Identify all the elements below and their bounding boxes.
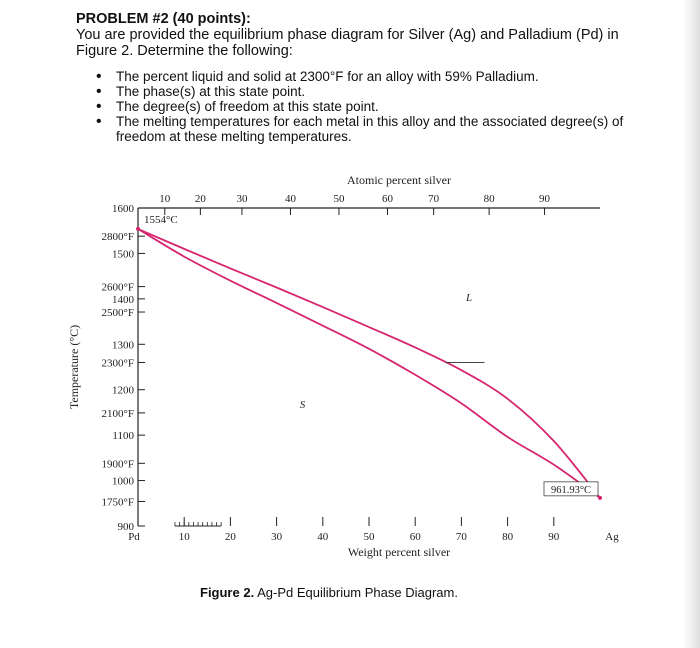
x2-tick-label: 20 [194, 193, 206, 205]
question-item: • The melting temperatures for each metal in this alloy and the associated degree(s) of freedom at these melting temperatures. [116, 114, 656, 144]
y-tick-label-c: 1100 [112, 430, 134, 443]
x-tick-label: 30 [271, 531, 283, 543]
problem-title: PROBLEM #2 (40 points): [76, 11, 251, 27]
y-axis-label: Temperature (°C) [67, 324, 81, 410]
x2-tick-label: 60 [381, 193, 393, 205]
solid-region-label: S [299, 398, 306, 411]
solidus-curve [138, 229, 600, 498]
y-tick-label-f: 2500°F [101, 307, 134, 320]
x-tick-label: 90 [548, 531, 560, 543]
x-end-label-ag: Ag [605, 531, 619, 543]
liquid-region-label: L [466, 292, 473, 305]
y-tick-label-c: 900 [117, 521, 134, 533]
x-end-label-pd: Pd [128, 531, 140, 543]
x2-axis-label: Atomic percent silver [347, 173, 451, 187]
y-tick-label-f: 2600°F [101, 281, 134, 294]
y-tick-label-c: 1400 [112, 293, 134, 306]
y-tick-label-c: 1300 [112, 339, 134, 352]
x-tick-label: 60 [409, 531, 421, 543]
melting-point-ag-label: 961.93°C [550, 484, 592, 496]
x-tick-label: 80 [502, 531, 514, 543]
pd-melting-point [136, 227, 140, 231]
y-tick-label-f: 1750°F [101, 496, 134, 509]
melting-point-pd-label: 1554°C [144, 213, 178, 226]
problem-statement [76, 11, 656, 144]
x2-tick-label: 10 [159, 193, 171, 205]
x2-tick-label: 30 [236, 193, 248, 205]
x2-tick-label: 90 [539, 193, 551, 205]
figure-label: Figure 2. [200, 585, 255, 600]
x2-tick-label: 50 [333, 193, 345, 205]
x-tick-label: 20 [224, 531, 236, 543]
y-tick-label-c: 1500 [112, 248, 134, 261]
figure-caption [200, 585, 458, 600]
question-item: • The degree(s) of freedom at this state point. [116, 99, 656, 114]
problem-intro: You are provided the equilibrium phase diagram for Silver (Ag) and Palladium (Pd) in Figure 2. Determine the following: [76, 27, 619, 59]
question-list [76, 69, 656, 144]
y-tick-label-f: 1900°F [101, 458, 134, 471]
x2-tick-label: 80 [483, 193, 495, 205]
phase-diagram [60, 160, 620, 580]
y-tick-label-f: 2300°F [101, 357, 134, 370]
x-axis-label: Weight percent silver [347, 545, 451, 559]
y-tick-label-f: 2100°F [101, 407, 134, 420]
question-item: • The percent liquid and solid at 2300°F for an alloy with 59% Palladium. [116, 69, 656, 84]
page-edge-shadow [682, 0, 700, 648]
y-tick-label-c: 1200 [112, 384, 134, 397]
ag-melting-point [598, 496, 602, 500]
x2-tick-label: 40 [284, 193, 296, 205]
x-tick-label: 40 [317, 531, 329, 543]
figure-caption-text: Ag-Pd Equilibrium Phase Diagram. [257, 585, 458, 600]
x-tick-label: 50 [363, 531, 375, 543]
y-tick-label-c: 1600 [112, 203, 134, 215]
x-tick-label: 10 [178, 531, 190, 543]
y-tick-label-f: 2800°F [101, 231, 134, 244]
x2-tick-label: 70 [428, 193, 440, 205]
question-item: • The phase(s) at this state point. [116, 84, 656, 99]
x-tick-label: 70 [455, 531, 467, 543]
y-tick-label-c: 1000 [112, 475, 134, 488]
